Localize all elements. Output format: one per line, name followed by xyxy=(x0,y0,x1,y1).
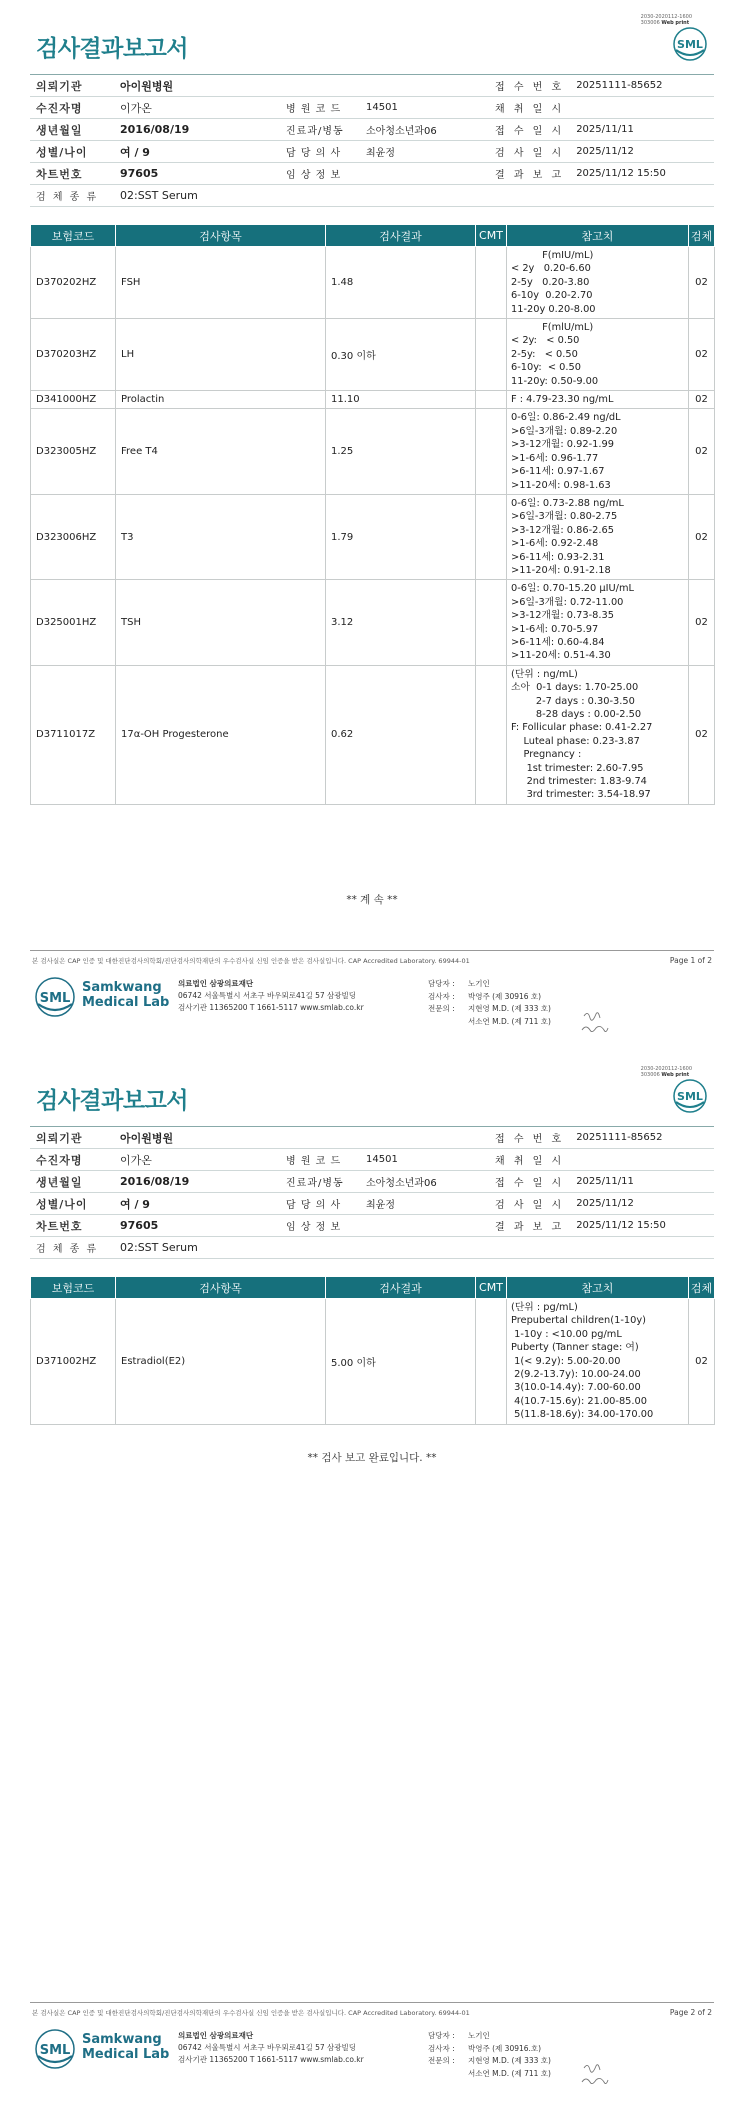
lab-name xyxy=(82,980,169,1010)
label-hospital: 의뢰기관 xyxy=(30,1127,114,1149)
value-receipt-date: 2025/11/11 xyxy=(570,1171,714,1193)
value-department: 소아청소년과06 xyxy=(360,119,485,141)
value-sex-age: 여 / 9 xyxy=(114,141,280,163)
label-chart: 차트번호 xyxy=(30,1215,114,1237)
staff-label: 전문의 : xyxy=(428,1004,455,1013)
result-value: 0.30 이하 xyxy=(326,319,476,391)
value-chart: 97605 xyxy=(114,1215,280,1237)
sml-logo-icon xyxy=(672,1078,708,1114)
value-hospital-code: 14501 xyxy=(360,97,485,119)
lab-address-line: 06742 서울특별시 서초구 바우뫼로41길 57 삼광빌딩 xyxy=(178,991,357,1000)
value-collection-date xyxy=(570,1149,714,1171)
result-specimen: 02 xyxy=(689,409,715,494)
result-specimen: 02 xyxy=(689,391,715,409)
lab-address-line: 06742 서울특별시 서초구 바우뫼로41길 57 삼광빌딩 xyxy=(178,2043,357,2052)
result-row xyxy=(31,494,715,579)
lab-address xyxy=(178,2030,364,2066)
staff-label xyxy=(428,2068,468,2081)
result-cmt xyxy=(476,494,507,579)
result-code: D325001HZ xyxy=(31,580,116,665)
value-department: 소아청소년과06 xyxy=(360,1171,485,1193)
label-hospital: 의뢰기관 xyxy=(30,75,114,97)
print-code-line2: 303006 xyxy=(640,20,660,26)
page-number: Page 1 of 2 xyxy=(669,956,712,965)
result-reference: 0-6일: 0.86-2.49 ng/dL >6일-3개월: 0.89-2.20 >3-12개월: 0.92-1.99 >1-6세: 0.96-1.77 >6-11세: 0.97-1.67 >11-20세: 0.98-1.63 xyxy=(507,409,689,494)
staff-label xyxy=(428,1016,468,1029)
result-specimen: 02 xyxy=(689,247,715,319)
value-hospital: 아이원병원 xyxy=(114,1127,280,1149)
lab-contact: 검사기관 11365200 T 1661-5117 www.smlab.co.kr xyxy=(178,2055,364,2064)
col-header-specimen: 검체 xyxy=(689,1277,715,1299)
print-code-tag: Web print xyxy=(661,20,690,26)
result-row xyxy=(31,580,715,665)
result-row xyxy=(31,665,715,804)
lab-address xyxy=(178,978,364,1014)
label-doctor: 담 당 의 사 xyxy=(280,1193,360,1215)
print-code-tag: Web print xyxy=(661,1072,690,1078)
value-sex-age: 여 / 9 xyxy=(114,1193,280,1215)
signature-icon xyxy=(578,1006,610,1038)
value-doctor: 최윤정 xyxy=(360,1193,485,1215)
staff-value: 박영주 (제 30916 호) xyxy=(468,991,542,1001)
result-row xyxy=(31,1299,715,1425)
value-receipt-no: 20251111-85652 xyxy=(570,1127,714,1149)
col-header-code: 보험코드 xyxy=(31,1277,116,1299)
label-sex-age: 성별/나이 xyxy=(30,1193,114,1215)
value-test-date: 2025/11/12 xyxy=(570,1193,714,1215)
label-birth: 생년월일 xyxy=(30,1171,114,1193)
svg-text:SML: SML xyxy=(677,38,703,51)
result-code: D341000HZ xyxy=(31,391,116,409)
staff-label: 검사자 : xyxy=(428,2043,455,2053)
lab-org: 의료법인 삼광의료재단 xyxy=(178,2031,254,2040)
label-clinical: 임 상 정 보 xyxy=(280,163,360,185)
label-department: 진료과/병동 xyxy=(280,119,360,141)
footer-notice: 본 검사실은 CAP 인증 및 대한진단검사의학회/진단검사의학재단의 우수검사실 신임 인증을 받은 검사실입니다. CAP Accredited Laboratory. 69944-01 xyxy=(32,2009,470,2017)
result-item: Free T4 xyxy=(116,409,326,494)
label-collection-date: 채 취 일 시 xyxy=(485,97,570,119)
result-code: D323006HZ xyxy=(31,494,116,579)
page-title: 검사결과보고서 xyxy=(36,1088,189,1114)
staff-value: 노기인 xyxy=(468,2031,490,2040)
result-cmt xyxy=(476,580,507,665)
col-header-code: 보험코드 xyxy=(31,225,116,247)
value-birth: 2016/08/19 xyxy=(114,1171,280,1193)
result-item: TSH xyxy=(116,580,326,665)
value-name: 이가온 xyxy=(114,97,280,119)
results-table xyxy=(30,224,715,805)
result-value: 11.10 xyxy=(326,391,476,409)
continue-note: ** 계 속 ** xyxy=(346,894,398,906)
staff-value: 박영주 (제 30916.호) xyxy=(468,2043,542,2053)
result-value: 0.62 xyxy=(326,665,476,804)
lab-staff xyxy=(428,978,551,1028)
result-row xyxy=(31,409,715,494)
result-item: T3 xyxy=(116,494,326,579)
label-sex-age: 성별/나이 xyxy=(30,141,114,163)
end-note: ** 검사 보고 완료입니다. ** xyxy=(307,1452,437,1464)
result-cmt xyxy=(476,319,507,391)
page-number: Page 2 of 2 xyxy=(669,2008,712,2017)
value-chart: 97605 xyxy=(114,163,280,185)
result-cmt xyxy=(476,391,507,409)
value-receipt-date: 2025/11/11 xyxy=(570,119,714,141)
lab-name-line2: Medical Lab xyxy=(82,995,170,1010)
value-doctor: 최윤정 xyxy=(360,141,485,163)
footer-notice: 본 검사실은 CAP 인증 및 대한진단검사의학회/진단검사의학재단의 우수검사실 신임 인증을 받은 검사실입니다. CAP Accredited Laboratory. 69944-01 xyxy=(32,957,470,965)
result-value: 5.00 이하 xyxy=(326,1299,476,1425)
result-value: 3.12 xyxy=(326,580,476,665)
label-receipt-date: 접 수 일 시 xyxy=(485,119,570,141)
result-specimen: 02 xyxy=(689,319,715,391)
col-header-result: 검사결과 xyxy=(326,225,476,247)
print-code xyxy=(641,1066,692,1078)
label-hospital-code: 병 원 코 드 xyxy=(280,97,360,119)
lab-name xyxy=(82,2032,169,2062)
result-code: D323005HZ xyxy=(31,409,116,494)
col-header-cmt: CMT xyxy=(476,225,507,247)
staff-value: 지현영 M.D. (제 333 호) xyxy=(468,1004,551,1013)
staff-value: 서소연 M.D. (제 711 호) xyxy=(468,2068,551,2078)
label-test-date: 검 사 일 시 xyxy=(485,1193,570,1215)
result-reference: (단위 : ng/mL) 소아 0-1 days: 1.70-25.00 2-7 days : 0.30-3.50 8-28 days : 0.00-2.50 F: Follicular phase: 0.41-2.27 Luteal phase: 0.23-3.87 Pregnancy : 1st trimester: 2.60-7.95 2nd trimester: 1.83-9.74 3rd trimester: 3.54-18.97 xyxy=(507,665,689,804)
value-hospital: 아이원병원 xyxy=(114,75,280,97)
result-item: Prolactin xyxy=(116,391,326,409)
staff-value: 지현영 M.D. (제 333 호) xyxy=(468,2056,551,2065)
col-header-ref: 참고치 xyxy=(507,1277,689,1299)
result-cmt xyxy=(476,247,507,319)
label-doctor: 담 당 의 사 xyxy=(280,141,360,163)
result-cmt xyxy=(476,409,507,494)
result-reference: F(mlU/mL) < 2y: < 0.50 2-5y: < 0.50 6-10y: < 0.50 11-20y: 0.50-9.00 xyxy=(507,319,689,391)
result-cmt xyxy=(476,665,507,804)
value-name: 이가온 xyxy=(114,1149,280,1171)
value-clinical xyxy=(360,1215,485,1237)
value-collection-date xyxy=(570,97,714,119)
print-code-line1: 2030-2020112-1600 xyxy=(640,14,692,20)
result-value: 1.79 xyxy=(326,494,476,579)
label-clinical: 임 상 정 보 xyxy=(280,1215,360,1237)
value-clinical xyxy=(360,163,485,185)
label-birth: 생년월일 xyxy=(30,119,114,141)
patient-info-table xyxy=(30,1126,714,1259)
result-item: FSH xyxy=(116,247,326,319)
label-receipt-date: 접 수 일 시 xyxy=(485,1171,570,1193)
label-name: 수진자명 xyxy=(30,1149,114,1171)
lab-name-line1: Samkwang xyxy=(82,980,162,995)
value-hospital-code: 14501 xyxy=(360,1149,485,1171)
staff-value: 노기인 xyxy=(468,979,490,988)
footer-divider xyxy=(30,2002,714,2003)
result-row xyxy=(31,247,715,319)
print-code-line1: 2030-2020112-1600 xyxy=(640,1066,692,1072)
col-header-cmt: CMT xyxy=(476,1277,507,1299)
svg-text:SML: SML xyxy=(677,1090,703,1103)
value-specimen: 02:SST Serum xyxy=(114,1237,280,1259)
results-table xyxy=(30,1276,715,1425)
result-code: D371002HZ xyxy=(31,1299,116,1425)
value-report-date: 2025/11/12 15:50 xyxy=(570,163,714,185)
result-value: 1.48 xyxy=(326,247,476,319)
svg-text:SML: SML xyxy=(39,2043,71,2058)
col-header-result: 검사결과 xyxy=(326,1277,476,1299)
result-item: LH xyxy=(116,319,326,391)
staff-value: 서소연 M.D. (제 711 호) xyxy=(468,1016,551,1026)
result-reference: 0-6일: 0.70-15.20 μIU/mL >6일-3개월: 0.72-11.00 >3-12개월: 0.73-8.35 >1-6세: 0.70-5.97 >6-11세: 0.60-4.84 >11-20세: 0.51-4.30 xyxy=(507,580,689,665)
staff-label: 검사자 : xyxy=(428,991,455,1001)
staff-label: 전문의 : xyxy=(428,2056,455,2065)
result-code: D3711017Z xyxy=(31,665,116,804)
report-page-2 xyxy=(0,1052,744,2104)
label-receipt-no: 접 수 번 호 xyxy=(485,1127,570,1149)
col-header-item: 검사항목 xyxy=(116,1277,326,1299)
result-cmt xyxy=(476,1299,507,1425)
staff-label: 담당자 : xyxy=(428,979,455,988)
lab-org: 의료법인 삼광의료재단 xyxy=(178,979,254,988)
sml-logo-icon xyxy=(672,26,708,62)
result-reference: 0-6일: 0.73-2.88 ng/mL >6일-3개월: 0.80-2.75 >3-12개월: 0.86-2.65 >1-6세: 0.92-2.48 >6-11세: 0.93-2.31 >11-20세: 0.91-2.18 xyxy=(507,494,689,579)
lab-staff xyxy=(428,2030,551,2080)
result-code: D370203HZ xyxy=(31,319,116,391)
lab-name-line2: Medical Lab xyxy=(82,2047,170,2062)
page-title: 검사결과보고서 xyxy=(36,36,189,62)
footer-divider xyxy=(30,950,714,951)
result-specimen: 02 xyxy=(689,1299,715,1425)
lab-name-line1: Samkwang xyxy=(82,2032,162,2047)
result-row xyxy=(31,319,715,391)
label-chart: 차트번호 xyxy=(30,163,114,185)
patient-info-table xyxy=(30,74,714,207)
result-row xyxy=(31,391,715,409)
sml-footer-logo-icon xyxy=(34,2028,76,2070)
staff-label: 담당자 : xyxy=(428,2031,455,2040)
col-header-item: 검사항목 xyxy=(116,225,326,247)
print-code xyxy=(641,14,692,26)
value-receipt-no: 20251111-85652 xyxy=(570,75,714,97)
result-reference: F : 4.79-23.30 ng/mL xyxy=(507,391,689,409)
result-reference: F(mIU/mL) < 2y 0.20-6.60 2-5y 0.20-3.80 6-10y 0.20-2.70 11-20y 0.20-8.00 xyxy=(507,247,689,319)
value-specimen: 02:SST Serum xyxy=(114,185,280,207)
result-value: 1.25 xyxy=(326,409,476,494)
sml-footer-logo-icon xyxy=(34,976,76,1018)
label-department: 진료과/병동 xyxy=(280,1171,360,1193)
result-specimen: 02 xyxy=(689,494,715,579)
label-report-date: 결 과 보 고 xyxy=(485,1215,570,1237)
result-item: 17α-OH Progesterone xyxy=(116,665,326,804)
col-header-specimen: 검체 xyxy=(689,225,715,247)
label-collection-date: 채 취 일 시 xyxy=(485,1149,570,1171)
value-birth: 2016/08/19 xyxy=(114,119,280,141)
label-receipt-no: 접 수 번 호 xyxy=(485,75,570,97)
label-specimen: 검 체 종 류 xyxy=(30,1237,114,1259)
label-specimen: 검 체 종 류 xyxy=(30,185,114,207)
result-reference: (단위 : pg/mL) Prepubertal children(1-10y) 1-10y : <10.00 pg/mL Puberty (Tanner stage: 여) 1(< 9.2y): 5.00-20.00 2(9.2-13.7y): 10.00-24.00 3(10.0-14.4y): 7.00-60.00 4(10.7-15.6y): 21.00-85.00 5(11.8-18.6y): 34.00-170.00 xyxy=(507,1299,689,1425)
value-test-date: 2025/11/12 xyxy=(570,141,714,163)
label-hospital-code: 병 원 코 드 xyxy=(280,1149,360,1171)
result-specimen: 02 xyxy=(689,580,715,665)
col-header-ref: 참고치 xyxy=(507,225,689,247)
label-name: 수진자명 xyxy=(30,97,114,119)
print-code-line2: 303006 xyxy=(640,1072,660,1078)
result-specimen: 02 xyxy=(689,665,715,804)
result-item: Estradiol(E2) xyxy=(116,1299,326,1425)
value-report-date: 2025/11/12 15:50 xyxy=(570,1215,714,1237)
signature-icon xyxy=(578,2058,610,2090)
lab-contact: 검사기관 11365200 T 1661-5117 www.smlab.co.kr xyxy=(178,1003,364,1012)
label-report-date: 결 과 보 고 xyxy=(485,163,570,185)
label-test-date: 검 사 일 시 xyxy=(485,141,570,163)
svg-text:SML: SML xyxy=(39,991,71,1006)
result-code: D370202HZ xyxy=(31,247,116,319)
